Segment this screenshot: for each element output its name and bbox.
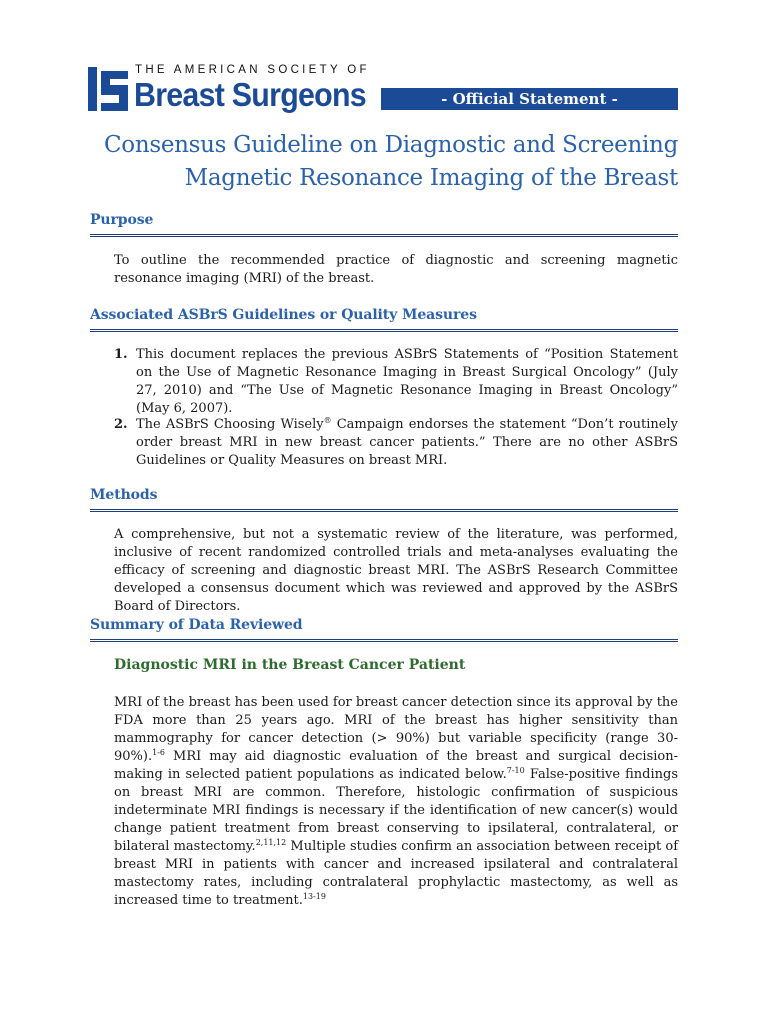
asbrs-logo-icon	[88, 67, 130, 111]
purpose-heading: Purpose	[90, 212, 678, 237]
purpose-text: To outline the recommended practice of diagnostic and screening magnetic resonance imaging (MRI) of the breast.	[114, 253, 678, 286]
list-text: The ASBrS Choosing Wisely® Campaign endorses the statement “Don’t routinely order breast MRI in new breast cancer patients.” There are no other ASBrS Guidelines or Quality Measures on breast MRI.	[136, 416, 678, 468]
reference: 7-10	[506, 766, 525, 775]
document-title	[90, 129, 678, 195]
summary-heading: Summary of Data Reviewed	[90, 617, 678, 642]
methods-heading: Methods	[90, 487, 678, 512]
list-text: This document replaces the previous ASBrS Statements of “Position Statement on the Use of Magnetic Resonance Imaging in Breast Surgical Oncology” (July 27, 2010) and “The Use of Magnetic Resonance Imaging in Breast Oncology” (May 6, 2007).	[136, 347, 678, 416]
list-number: 2.	[114, 417, 128, 432]
diagnostic-mri-subheading: Diagnostic MRI in the Breast Cancer Patient	[114, 657, 466, 673]
list-item	[114, 416, 678, 470]
title-line-1: Consensus Guideline on Diagnostic and Screening	[103, 132, 678, 158]
reference: 13-19	[302, 892, 326, 901]
official-statement-banner: - Official Statement -	[381, 88, 678, 110]
associated-heading: Associated ASBrS Guidelines or Quality Measures	[90, 307, 678, 332]
list-item	[114, 346, 678, 418]
reference: 1-6	[152, 748, 165, 757]
reference: 2,11,12	[255, 838, 287, 847]
summary-paragraph: MRI of the breast has been used for breast cancer detection since its approval by the FDA more than 25 years ago. MRI of the breast has higher sensitivity than mammography for cancer detection (> 90%) but variable specificity (range 30-90%).$^{1-6}$ MRI may aid diagnostic evaluation of the breast and surgical decision-making in selected patient populations as indicated below.$^{7-10}$ False-positive findings on breast MRI are common. Therefore, histologic confirmation of suspicious indeterminate MRI findings is necessary if the identification of new cancer(s) would change patient treatment from breast conserving to ipsilateral, contralateral, or bilateral mastectomy.$^{2,11,12}$ Multiple studies confirm an association between receipt of breast MRI in patients with cancer and increased ipsilateral and contralateral mastectomy rates, including contralateral prophylactic mastectomy, as well as increased time to treatment.$^{13-19}$	[114, 695, 679, 908]
methods-text: A comprehensive, but not a systematic review of the literature, was performed, inclusive of recent randomized controlled trials and meta-analyses evaluating the efficacy of screening and diagnostic breast MRI. The ASBrS Research Committee developed a consensus document which was reviewed and approved by the ASBrS Board of Directors.	[114, 527, 678, 614]
title-line-2: Magnetic Resonance Imaging of the Breast	[184, 165, 678, 191]
brand-name: Breast Surgeons	[134, 76, 366, 113]
registered-mark: ®	[323, 416, 332, 425]
society-line: THE AMERICAN SOCIETY OF	[135, 64, 370, 76]
list-number: 1.	[114, 347, 128, 362]
